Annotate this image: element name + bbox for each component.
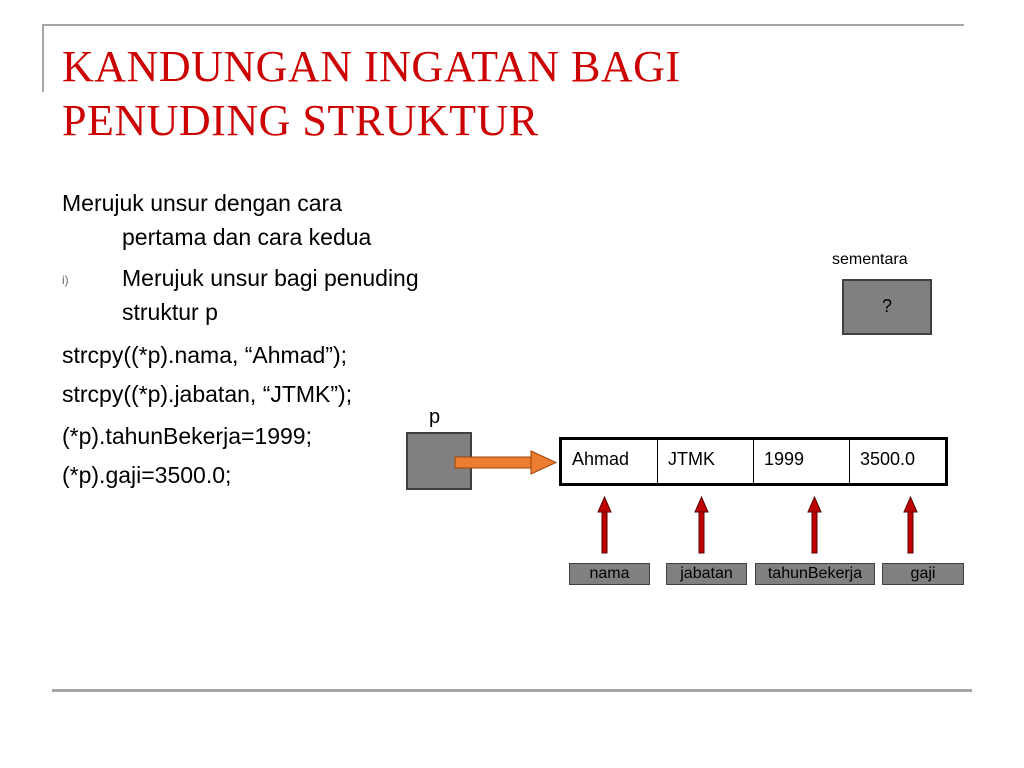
bullet-line-2: struktur p	[122, 299, 218, 325]
field-label-gaji: gaji	[882, 563, 964, 585]
bullet-marker: i)	[62, 273, 69, 287]
struct-cell-gaji: 3500.0	[860, 449, 916, 469]
temp-value: ?	[881, 296, 892, 316]
pointer-label: p	[429, 406, 441, 428]
field-label-tahunbekerja: tahunBekerja	[755, 563, 875, 585]
field-label-nama: nama	[569, 563, 650, 585]
field-arrow-jabatan	[695, 497, 708, 553]
code-line-1: strcpy((*p).nama, “Ahmad”);	[62, 342, 348, 368]
field-arrow-gaji	[904, 497, 917, 553]
title-line-2: PENUDING STRUKTUR	[62, 96, 539, 145]
struct-cell-jabatan: JTMK	[658, 440, 754, 483]
title-line-1: KANDUNGAN INGATAN BAGI	[62, 42, 681, 91]
code-line-3: (*p).tahunBekerja=1999;	[62, 423, 312, 449]
pointer-arrow	[455, 451, 556, 474]
field-arrow-tahunbekerja	[808, 497, 821, 553]
code-line-4: (*p).gaji=3500.0;	[62, 462, 232, 488]
struct-cell-nama: Ahmad	[562, 440, 658, 483]
bullet-line-1: Merujuk unsur bagi penuding	[122, 265, 419, 291]
intro-line-2: pertama dan cara kedua	[122, 224, 372, 250]
intro-line-1: Merujuk unsur dengan cara	[62, 190, 342, 216]
field-arrow-nama	[598, 497, 611, 553]
struct-cell-tahunbekerja: 1999	[754, 440, 850, 483]
field-label-jabatan: jabatan	[666, 563, 747, 585]
temp-label: sementara	[832, 251, 908, 268]
code-line-2: strcpy((*p).jabatan, “JTMK”);	[62, 381, 353, 407]
